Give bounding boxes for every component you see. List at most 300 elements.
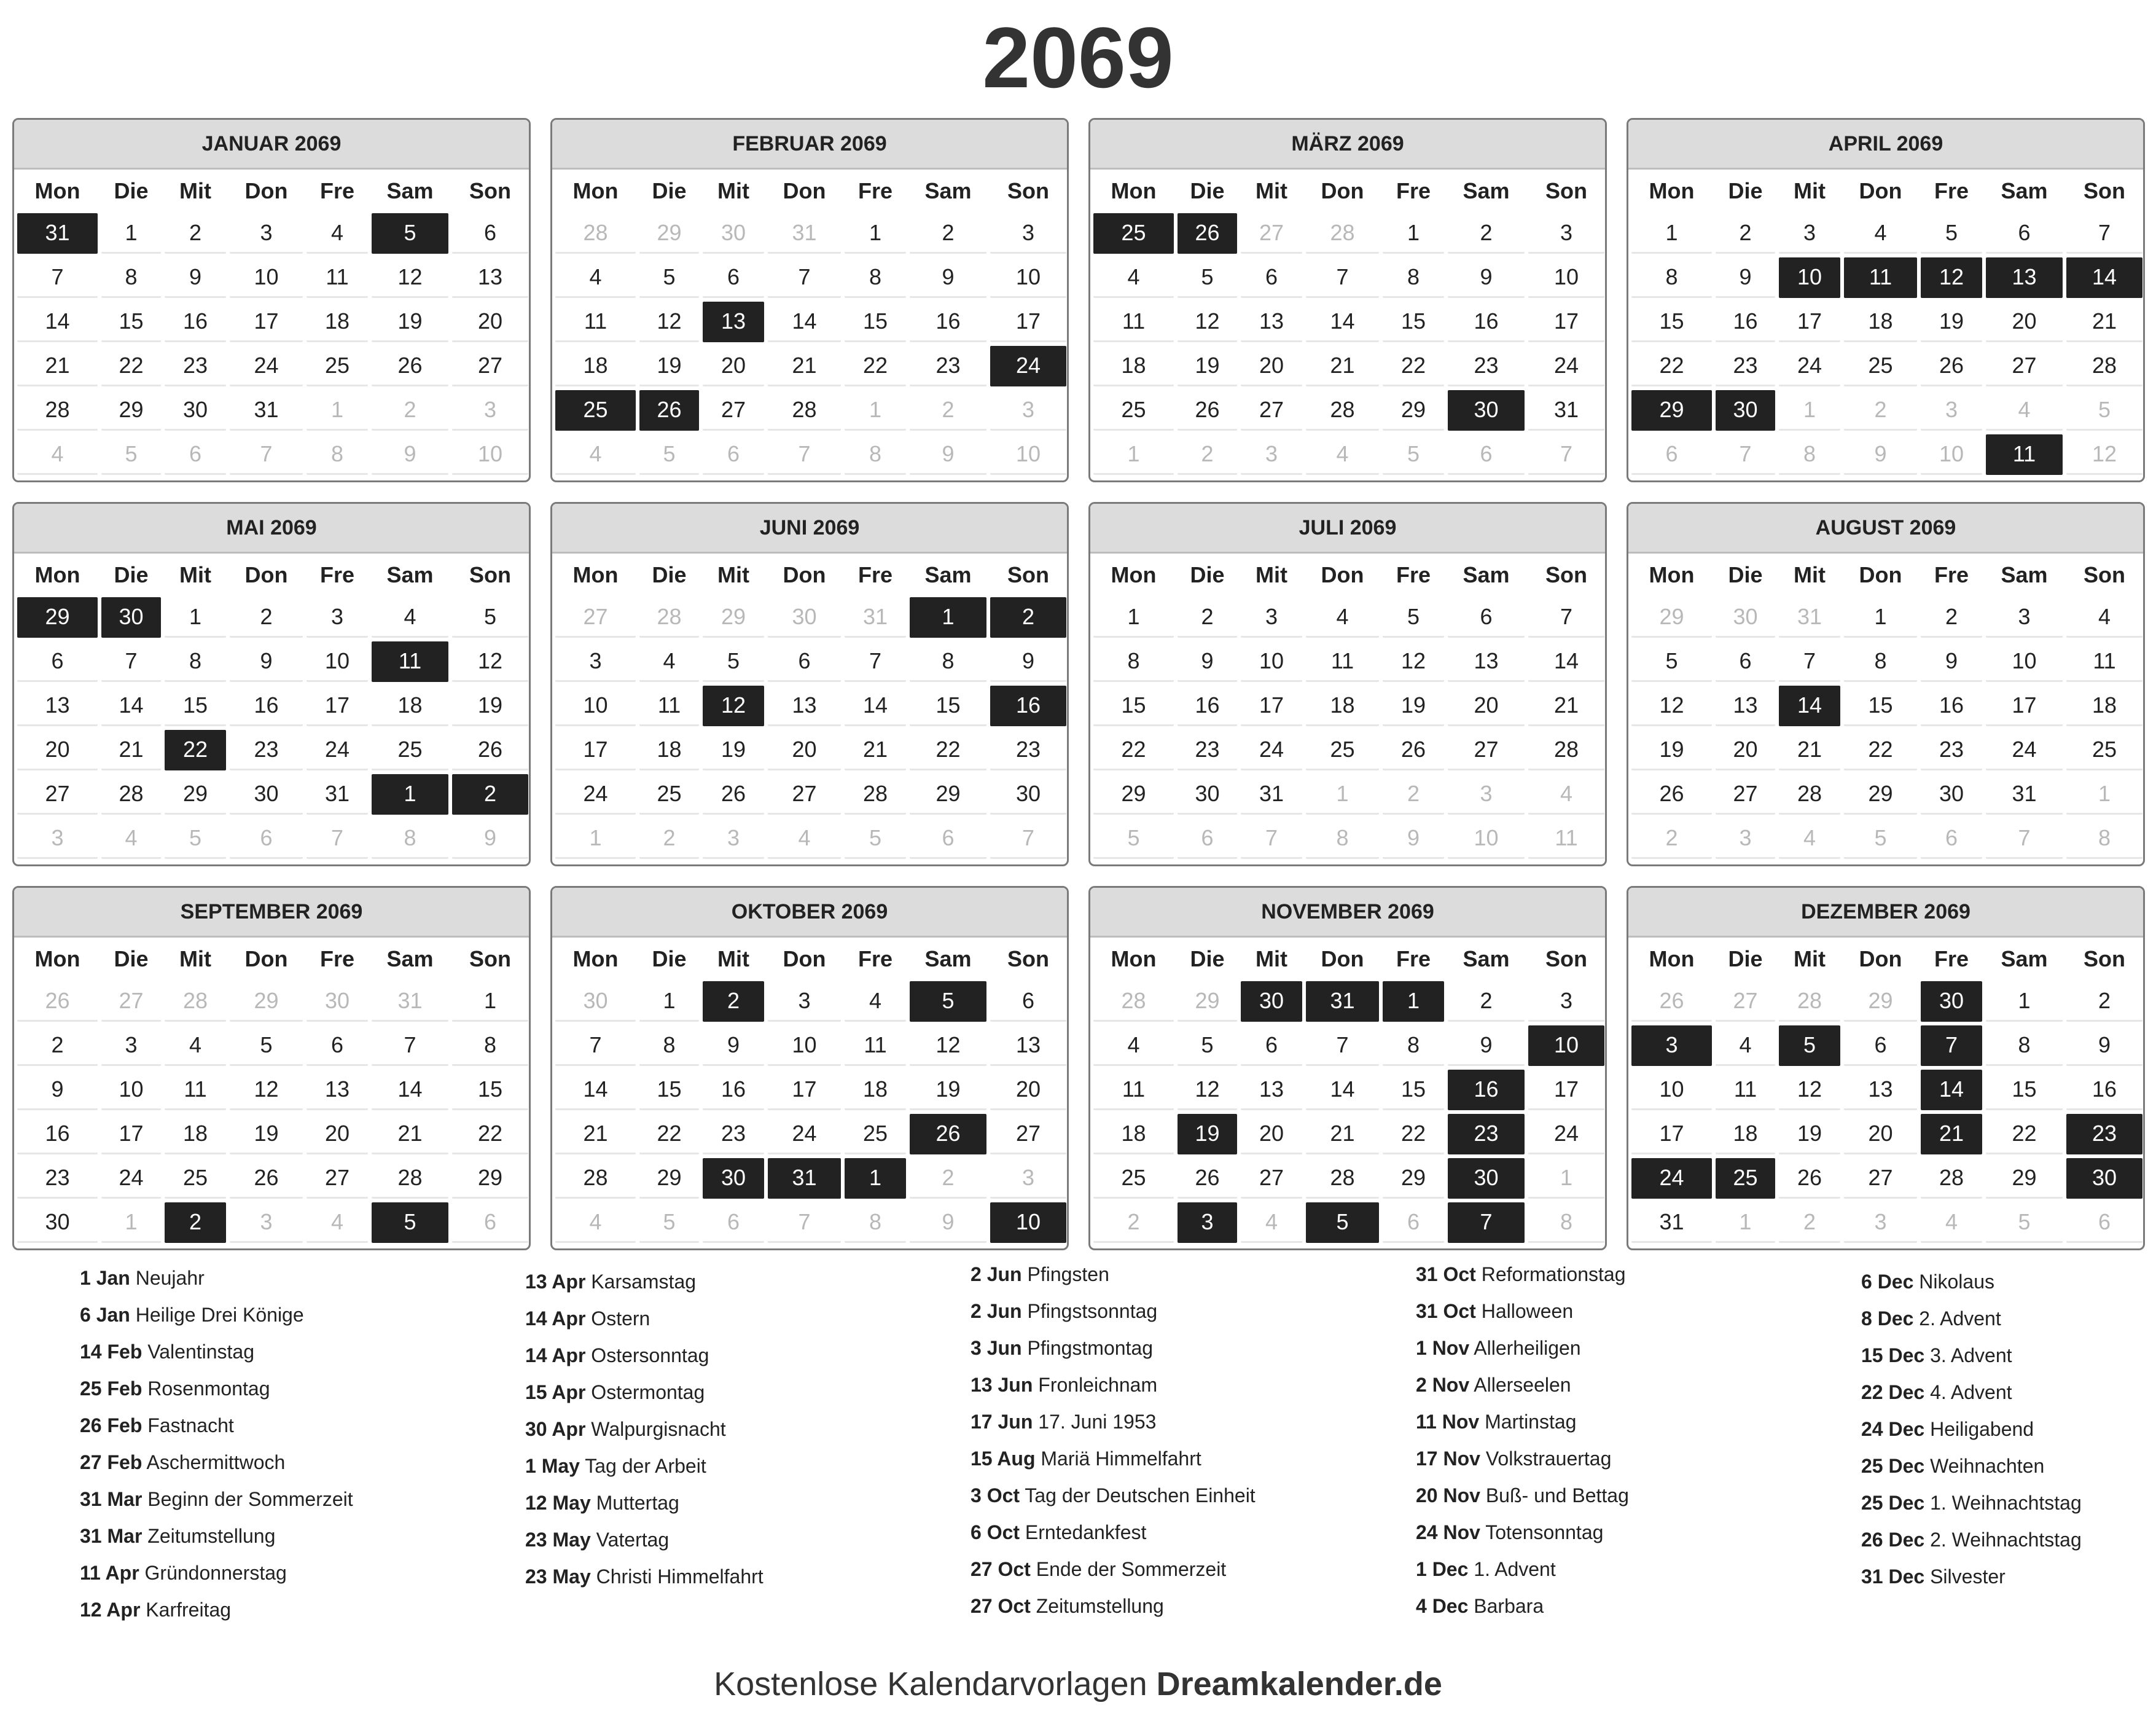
- calendar-day: 18: [2066, 686, 2142, 726]
- calendar-day: 27: [1241, 1158, 1302, 1199]
- holiday-item: [525, 1411, 943, 1448]
- holiday-date: 15 Aug: [971, 1448, 1036, 1470]
- calendar-day: 9: [1178, 641, 1237, 682]
- calendar-day-adjacent: 4: [768, 818, 841, 859]
- calendar-day: 28: [768, 390, 841, 431]
- calendar-day: 10: [230, 257, 303, 298]
- month-grid: [1090, 938, 1605, 1245]
- calendar-day-adjacent: 4: [1306, 434, 1379, 475]
- calendar-day-adjacent: 7: [307, 818, 368, 859]
- calendar-day: 11: [1716, 1070, 1775, 1110]
- calendar-day: 2: [1921, 597, 1982, 638]
- weekday-header: Mit: [179, 562, 211, 587]
- calendar-day: 31: [1528, 390, 1604, 431]
- footer: [0, 1665, 2156, 1703]
- holiday-name: Volkstrauertag: [1485, 1448, 1612, 1470]
- calendar-day-holiday: 30: [703, 1158, 764, 1199]
- calendar-day: 23: [1921, 730, 1982, 770]
- calendar-day: 11: [165, 1070, 226, 1110]
- calendar-day: 16: [2066, 1070, 2142, 1110]
- calendar-day: 28: [17, 390, 98, 431]
- calendar-day-holiday: 30: [1716, 390, 1775, 431]
- weekday-header: Fre: [1934, 178, 1969, 203]
- weekday-header: Sam: [1463, 178, 1510, 203]
- calendar-day-adjacent: 8: [1528, 1202, 1604, 1243]
- holiday-item: [525, 1337, 943, 1374]
- holiday-name: Pfingsten: [1027, 1263, 1109, 1285]
- weekday-header: Fre: [319, 946, 355, 971]
- calendar-day-holiday: 2: [990, 597, 1066, 638]
- calendar-day: 22: [101, 346, 161, 386]
- calendar-day: 13: [17, 686, 98, 726]
- calendar-day-adjacent: 3: [990, 1158, 1066, 1199]
- calendar-day: 11: [2066, 641, 2142, 682]
- weekday-header: Mon: [34, 178, 80, 203]
- calendar-day: 3: [1241, 597, 1302, 638]
- holiday-name: Zeitumstellung: [1036, 1595, 1164, 1617]
- calendar-day: 21: [372, 1114, 448, 1154]
- holiday-item: [525, 1448, 943, 1484]
- calendar-day: 15: [1631, 302, 1712, 342]
- holiday-name: Nikolaus: [1919, 1271, 1994, 1293]
- calendar-day-adjacent: 29: [639, 213, 699, 254]
- holiday-date: 6 Dec: [1861, 1271, 1914, 1293]
- calendar-day-adjacent: 1: [555, 818, 636, 859]
- calendar-day: 2: [165, 213, 226, 254]
- calendar-day: 20: [307, 1114, 368, 1154]
- calendar-day: 31: [1241, 774, 1302, 815]
- holiday-date: 14 Apr: [525, 1307, 586, 1330]
- weekday-header: Mon: [572, 178, 619, 203]
- calendar-day: 9: [910, 257, 986, 298]
- calendar-day-adjacent: 3: [1448, 774, 1525, 815]
- calendar-day: 5: [452, 597, 528, 638]
- weekday-header: Mon: [1649, 946, 1695, 971]
- calendar-day-holiday: 19: [1178, 1114, 1237, 1154]
- calendar-day: 4: [1716, 1025, 1775, 1066]
- calendar-day: 20: [1844, 1114, 1917, 1154]
- holiday-date: 24 Nov: [1416, 1521, 1480, 1543]
- holiday-item: [1861, 1300, 2156, 1337]
- holiday-date: 2 Jun: [971, 1300, 1022, 1322]
- holiday-item: [1861, 1484, 2156, 1521]
- month-title: AUGUST 2069: [1628, 504, 2143, 554]
- calendar-day: 16: [165, 302, 226, 342]
- calendar-day: 20: [1716, 730, 1775, 770]
- calendar-day-adjacent: 4: [1986, 390, 2063, 431]
- calendar-day: 6: [307, 1025, 368, 1066]
- calendar-day: 16: [1178, 686, 1237, 726]
- calendar-day-adjacent: 2: [639, 818, 699, 859]
- calendar-day: 28: [1306, 1158, 1379, 1199]
- calendar-day: 21: [555, 1114, 636, 1154]
- calendar-day: 28: [2066, 346, 2142, 386]
- calendar-day: 21: [101, 730, 161, 770]
- holiday-item: [525, 1521, 943, 1558]
- calendar-day: 9: [1448, 257, 1525, 298]
- calendar-day: 9: [990, 641, 1066, 682]
- calendar-day: 19: [639, 346, 699, 386]
- calendar-day: 25: [307, 346, 368, 386]
- weekday-header: Mit: [179, 946, 211, 971]
- calendar-day: 2: [230, 597, 303, 638]
- holiday-name: Ostermontag: [591, 1381, 705, 1403]
- calendar-day-adjacent: 1: [1779, 390, 1840, 431]
- holiday-name: Neujahr: [135, 1267, 205, 1289]
- holiday-name: 4. Advent: [1930, 1381, 2012, 1403]
- month-title: NOVEMBER 2069: [1090, 888, 1605, 938]
- calendar-day-adjacent: 5: [2066, 390, 2142, 431]
- calendar-day: 6: [1716, 641, 1775, 682]
- calendar-day-adjacent: 5: [101, 434, 161, 475]
- calendar-day: 7: [1528, 597, 1604, 638]
- calendar-day: 1: [1986, 981, 2063, 1022]
- calendar-day: 21: [17, 346, 98, 386]
- holiday-name: Walpurgisnacht: [591, 1418, 726, 1440]
- calendar-day: 22: [1383, 346, 1444, 386]
- holiday-list: [525, 1263, 943, 1595]
- weekday-header: Son: [2084, 946, 2125, 971]
- calendar-day-holiday: 11: [1844, 257, 1917, 298]
- calendar-day: 19: [1921, 302, 1982, 342]
- calendar-day: 27: [1448, 730, 1525, 770]
- weekday-header: Fre: [319, 178, 355, 203]
- weekday-header: Mit: [1794, 178, 1826, 203]
- calendar-day: 8: [101, 257, 161, 298]
- calendar-day: 23: [910, 346, 986, 386]
- calendar-day-adjacent: 1: [845, 390, 906, 431]
- calendar-day-adjacent: 30: [307, 981, 368, 1022]
- calendar-day-holiday: 3: [1178, 1202, 1237, 1243]
- holiday-date: 8 Dec: [1861, 1307, 1914, 1330]
- calendar-day: 1: [1383, 213, 1444, 254]
- calendar-day: 25: [1844, 346, 1917, 386]
- holiday-item: [1861, 1558, 2156, 1595]
- calendar-day: 25: [1093, 1158, 1174, 1199]
- calendar-day-adjacent: 7: [768, 1202, 841, 1243]
- calendar-day: 29: [452, 1158, 528, 1199]
- holiday-date: 15 Dec: [1861, 1344, 1925, 1366]
- calendar-day-adjacent: 26: [1631, 981, 1712, 1022]
- calendar-day: 5: [1631, 641, 1712, 682]
- calendar-day: 8: [845, 257, 906, 298]
- calendar-day: 20: [1241, 346, 1302, 386]
- calendar-day-adjacent: 4: [1241, 1202, 1302, 1243]
- calendar-day-adjacent: 11: [1528, 818, 1604, 859]
- calendar-day-holiday: 10: [990, 1202, 1066, 1243]
- calendar-day: 3: [990, 213, 1066, 254]
- weekday-header: Son: [1545, 178, 1587, 203]
- calendar-day-adjacent: 3: [1844, 1202, 1917, 1243]
- holiday-date: 27 Oct: [971, 1595, 1031, 1617]
- calendar-day: 11: [307, 257, 368, 298]
- calendar-day: 26: [230, 1158, 303, 1199]
- holiday-name: Ostern: [591, 1307, 650, 1330]
- calendar-day: 13: [1241, 302, 1302, 342]
- holiday-item: [1416, 1403, 1834, 1440]
- calendar-day: 16: [230, 686, 303, 726]
- calendar-day-holiday: 10: [1779, 257, 1840, 298]
- month-calendar: [12, 118, 531, 482]
- calendar-day: 10: [1986, 641, 2063, 682]
- calendar-day: 25: [639, 774, 699, 815]
- calendar-day: 14: [845, 686, 906, 726]
- calendar-day: 31: [307, 774, 368, 815]
- calendar-day-adjacent: 1: [1093, 434, 1174, 475]
- month-title: JANUAR 2069: [14, 120, 529, 170]
- weekday-header: Die: [1728, 562, 1763, 587]
- calendar-day-holiday: 23: [1448, 1114, 1525, 1154]
- calendar-day: 12: [1178, 302, 1237, 342]
- calendar-day: 12: [1178, 1070, 1237, 1110]
- calendar-day: 26: [1779, 1158, 1840, 1199]
- calendar-day-adjacent: 29: [1844, 981, 1917, 1022]
- calendar-day: 18: [1716, 1114, 1775, 1154]
- month-title: SEPTEMBER 2069: [14, 888, 529, 938]
- calendar-day: 20: [452, 302, 528, 342]
- calendar-day: 26: [1178, 1158, 1237, 1199]
- calendar-day-adjacent: 30: [1716, 597, 1775, 638]
- weekday-header: Mit: [179, 178, 211, 203]
- calendar-day-adjacent: 4: [1528, 774, 1604, 815]
- calendar-day: 27: [703, 390, 764, 431]
- calendar-day: 14: [768, 302, 841, 342]
- calendar-day: 8: [1631, 257, 1712, 298]
- calendar-day: 3: [1986, 597, 2063, 638]
- holiday-name: Zeitumstellung: [147, 1525, 276, 1547]
- holiday-date: 23 May: [525, 1565, 591, 1588]
- calendar-day: 6: [768, 641, 841, 682]
- calendar-day-adjacent: 5: [1093, 818, 1174, 859]
- holiday-item: [1416, 1366, 1834, 1403]
- holiday-name: Valentinstag: [147, 1341, 255, 1363]
- calendar-day-adjacent: 3: [1241, 434, 1302, 475]
- calendar-day: 21: [1306, 346, 1379, 386]
- calendar-day: 29: [1986, 1158, 2063, 1199]
- calendar-day: 11: [639, 686, 699, 726]
- footer-text: Kostenlose Kalendarvorlagen: [714, 1666, 1157, 1702]
- calendar-day-adjacent: 1: [307, 390, 368, 431]
- calendar-day: 22: [1093, 730, 1174, 770]
- calendar-day-holiday: 25: [555, 390, 636, 431]
- calendar-day: 6: [990, 981, 1066, 1022]
- calendar-day-adjacent: 29: [230, 981, 303, 1022]
- calendar-day: 3: [101, 1025, 161, 1066]
- calendar-day: 2: [17, 1025, 98, 1066]
- calendar-day: 9: [1448, 1025, 1525, 1066]
- holiday-name: Halloween: [1481, 1300, 1574, 1322]
- holiday-list: [1416, 1256, 1834, 1624]
- calendar-day-adjacent: 1: [1306, 774, 1379, 815]
- holiday-item: [971, 1256, 1388, 1293]
- holiday-name: 1. Advent: [1474, 1558, 1556, 1580]
- calendar-day: 22: [910, 730, 986, 770]
- month-grid: [552, 170, 1067, 477]
- calendar-day: 14: [555, 1070, 636, 1110]
- weekday-header: Son: [1007, 946, 1049, 971]
- calendar-day-adjacent: 7: [230, 434, 303, 475]
- calendar-day-holiday: 13: [1986, 257, 2063, 298]
- calendar-day-adjacent: 5: [1986, 1202, 2063, 1243]
- holiday-date: 25 Dec: [1861, 1455, 1925, 1477]
- calendar-day: 24: [555, 774, 636, 815]
- calendar-day-holiday: 24: [1631, 1158, 1712, 1199]
- calendar-day: 22: [845, 346, 906, 386]
- calendar-day-holiday: 10: [1528, 1025, 1604, 1066]
- holiday-date: 1 Nov: [1416, 1337, 1470, 1359]
- calendar-day: 25: [1306, 730, 1379, 770]
- calendar-day: 14: [1306, 302, 1379, 342]
- calendar-day: 23: [17, 1158, 98, 1199]
- calendar-day: 23: [1178, 730, 1237, 770]
- calendar-day: 22: [639, 1114, 699, 1154]
- calendar-day-adjacent: 4: [1921, 1202, 1982, 1243]
- calendar-day: 1: [1631, 213, 1712, 254]
- holiday-name: Tag der Deutschen Einheit: [1025, 1484, 1256, 1506]
- holiday-date: 17 Nov: [1416, 1448, 1480, 1470]
- calendar-day-adjacent: 3: [703, 818, 764, 859]
- calendar-day: 28: [1921, 1158, 1982, 1199]
- holiday-item: [80, 1591, 498, 1628]
- calendar-day-adjacent: 5: [639, 434, 699, 475]
- calendar-day: 10: [1528, 257, 1604, 298]
- calendar-day: 29: [101, 390, 161, 431]
- holiday-name: Fastnacht: [147, 1414, 234, 1436]
- calendar-day-adjacent: 28: [165, 981, 226, 1022]
- holiday-name: Mariä Himmelfahrt: [1041, 1448, 1201, 1470]
- calendar-day: 18: [555, 346, 636, 386]
- holiday-item: [1861, 1337, 2156, 1374]
- calendar-day: 16: [910, 302, 986, 342]
- weekday-header: Mon: [1111, 946, 1157, 971]
- holiday-item: [80, 1407, 498, 1444]
- calendar-day-holiday: 16: [1448, 1070, 1525, 1110]
- calendar-day: 13: [768, 686, 841, 726]
- calendar-day-holiday: 25: [1716, 1158, 1775, 1199]
- calendar-day-holiday: 1: [1383, 981, 1444, 1022]
- holiday-date: 27 Oct: [971, 1558, 1031, 1580]
- calendar-day-holiday: 7: [1921, 1025, 1982, 1066]
- calendar-day: 15: [1986, 1070, 2063, 1110]
- holiday-name: Heilige Drei Könige: [135, 1304, 304, 1326]
- calendar-day-adjacent: 9: [910, 1202, 986, 1243]
- calendar-day-adjacent: 7: [1986, 818, 2063, 859]
- calendar-day: 7: [101, 641, 161, 682]
- calendar-day: 4: [307, 213, 368, 254]
- calendar-day: 12: [1779, 1070, 1840, 1110]
- month-calendar: [12, 886, 531, 1250]
- calendar-day: 12: [639, 302, 699, 342]
- weekday-header: Sam: [386, 946, 434, 971]
- month-calendar: [550, 886, 1069, 1250]
- calendar-day: 8: [1986, 1025, 2063, 1066]
- calendar-day: 27: [768, 774, 841, 815]
- calendar-day: 2: [1716, 213, 1775, 254]
- holiday-item: [971, 1330, 1388, 1366]
- weekday-header: Fre: [1396, 946, 1431, 971]
- calendar-day: 12: [230, 1070, 303, 1110]
- holiday-name: Erntedankfest: [1025, 1521, 1147, 1543]
- weekday-header: Die: [1728, 946, 1763, 971]
- weekday-header: Son: [469, 562, 511, 587]
- holiday-item: [1416, 1588, 1834, 1624]
- calendar-day: 30: [1921, 774, 1982, 815]
- calendar-day: 19: [452, 686, 528, 726]
- calendar-day-holiday: 1: [910, 597, 986, 638]
- calendar-day-holiday: 5: [1779, 1025, 1840, 1066]
- holiday-date: 30 Apr: [525, 1418, 586, 1440]
- calendar-day: 5: [1921, 213, 1982, 254]
- calendar-day-adjacent: 3: [1921, 390, 1982, 431]
- holiday-item: [80, 1444, 498, 1481]
- calendar-day-adjacent: 3: [1716, 818, 1775, 859]
- calendar-day-adjacent: 6: [910, 818, 986, 859]
- calendar-day: 24: [1779, 346, 1840, 386]
- holiday-name: Karfreitag: [146, 1599, 232, 1621]
- calendar-day: 1: [101, 213, 161, 254]
- calendar-day: 2: [1448, 213, 1525, 254]
- calendar-day-adjacent: 1: [1528, 1158, 1604, 1199]
- month-title: FEBRUAR 2069: [552, 120, 1067, 170]
- calendar-day-adjacent: 8: [845, 434, 906, 475]
- calendar-day: 23: [1448, 346, 1525, 386]
- calendar-day: 9: [1921, 641, 1982, 682]
- weekday-header: Son: [469, 946, 511, 971]
- weekday-header: Die: [114, 562, 149, 587]
- calendar-day-adjacent: 2: [910, 1158, 986, 1199]
- calendar-day: 28: [101, 774, 161, 815]
- month-title: MAI 2069: [14, 504, 529, 554]
- calendar-day-holiday: 26: [1178, 213, 1237, 254]
- weekday-header: Son: [1007, 562, 1049, 587]
- calendar-day: 29: [1383, 390, 1444, 431]
- calendar-day: 6: [452, 213, 528, 254]
- calendar-day-adjacent: 27: [1716, 981, 1775, 1022]
- calendar-day-adjacent: 6: [1178, 818, 1237, 859]
- calendar-day: 8: [1844, 641, 1917, 682]
- calendar-day: 13: [1716, 686, 1775, 726]
- calendar-day-adjacent: 8: [2066, 818, 2142, 859]
- holiday-item: [1416, 1514, 1834, 1551]
- holiday-name: 1. Weihnachtstag: [1930, 1492, 2082, 1514]
- weekday-header: Sam: [386, 178, 434, 203]
- calendar-day-adjacent: 6: [1631, 434, 1712, 475]
- holiday-date: 26 Feb: [80, 1414, 143, 1436]
- calendar-day-adjacent: 4: [17, 434, 98, 475]
- month-title: OKTOBER 2069: [552, 888, 1067, 938]
- calendar-day: 26: [1921, 346, 1982, 386]
- calendar-day: 9: [17, 1070, 98, 1110]
- weekday-header: Son: [469, 178, 511, 203]
- calendar-day-holiday: 21: [1921, 1114, 1982, 1154]
- calendar-day: 3: [768, 981, 841, 1022]
- calendar-day: 14: [17, 302, 98, 342]
- holiday-name: Rosenmontag: [147, 1377, 270, 1400]
- calendar-day: 16: [1716, 302, 1775, 342]
- calendar-day: 30: [165, 390, 226, 431]
- calendar-day: 29: [165, 774, 226, 815]
- weekday-header: Don: [1859, 562, 1902, 587]
- calendar-day: 9: [165, 257, 226, 298]
- calendar-day: 12: [372, 257, 448, 298]
- month-grid: [14, 938, 529, 1245]
- calendar-day: 4: [165, 1025, 226, 1066]
- holiday-name: Allerheiligen: [1474, 1337, 1581, 1359]
- month-grid: [552, 554, 1067, 861]
- calendar-day: 23: [703, 1114, 764, 1154]
- weekday-header: Sam: [386, 562, 434, 587]
- calendar-day-adjacent: 31: [768, 213, 841, 254]
